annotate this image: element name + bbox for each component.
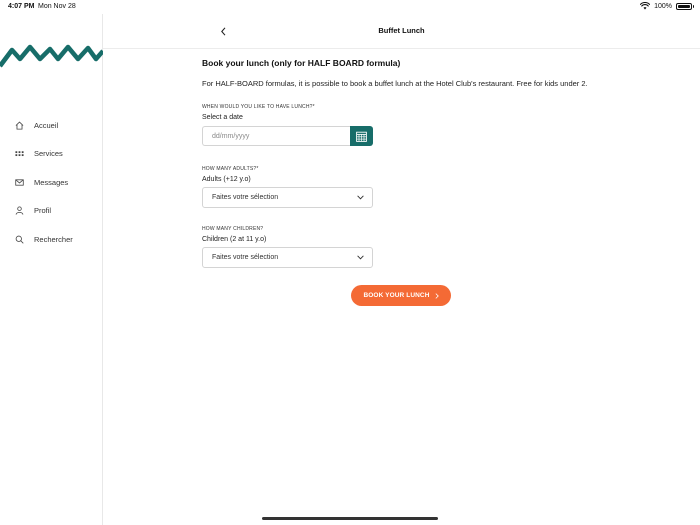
chevron-down-icon: [357, 255, 364, 260]
book-lunch-label: BOOK YOUR LUNCH: [363, 292, 430, 299]
sidebar-item-accueil[interactable]: [0, 111, 103, 140]
sidebar-item-services[interactable]: [0, 140, 103, 169]
sidebar-item-rechercher[interactable]: [0, 225, 103, 254]
sidebar-nav: [0, 111, 103, 254]
home-indicator[interactable]: [262, 517, 438, 520]
children-select[interactable]: [202, 247, 373, 268]
form-heading: Book your lunch (only for HALF BOARD formula): [202, 58, 401, 68]
children-select-value: Faites votre sélection: [212, 254, 279, 261]
date-question-sub: Select a date: [202, 114, 243, 121]
date-question-group: [202, 104, 315, 121]
wifi-icon: [640, 2, 650, 10]
chevron-down-icon: [357, 195, 364, 200]
mmv-logo: [0, 42, 103, 68]
status-time: 4:07 PM: [8, 3, 35, 10]
sidebar-item-label: Services: [34, 149, 63, 159]
children-question-group: [202, 226, 266, 243]
calendar-button[interactable]: [350, 126, 373, 146]
chevron-right-icon: [435, 293, 439, 299]
sidebar-item-profil[interactable]: [0, 197, 103, 226]
book-lunch-button[interactable]: [351, 285, 451, 306]
date-picker: [202, 126, 373, 146]
sidebar: [0, 14, 103, 525]
search-icon: [14, 234, 24, 244]
page-title: Buffet Lunch: [378, 26, 425, 35]
mail-icon: [14, 177, 24, 187]
form-intro: For HALF-BOARD formulas, it is possible to book a buffet lunch at the Hotel Club's restaurant. Free for kids under 2.: [202, 79, 588, 88]
date-question-label: WHEN WOULD YOU LIKE TO HAVE LUNCH?*: [202, 104, 315, 110]
adults-select[interactable]: [202, 187, 373, 208]
sidebar-item-label: Rechercher: [34, 234, 73, 244]
sidebar-item-label: Accueil: [34, 120, 59, 130]
date-input[interactable]: dd/mm/yyyy: [202, 126, 350, 146]
user-icon: [14, 206, 24, 216]
children-question-label: HOW MANY CHILDREN?: [202, 226, 264, 232]
sidebar-item-label: Profil: [34, 206, 52, 216]
sidebar-item-messages[interactable]: [0, 168, 103, 197]
children-question-sub: Children (2 at 11 y.o): [202, 236, 267, 243]
calendar-icon: [356, 131, 367, 142]
grid-icon: [14, 149, 24, 159]
page-header: [103, 14, 700, 49]
status-right: [640, 2, 692, 10]
adults-select-value: Faites votre sélection: [212, 194, 279, 201]
status-bar: [0, 0, 700, 14]
adults-question-label: HOW MANY ADULTS?*: [202, 166, 259, 172]
adults-question-sub: Adults (+12 y.o): [202, 176, 251, 183]
status-date: Mon Nov 28: [38, 3, 76, 10]
sidebar-item-label: Messages: [34, 177, 69, 187]
battery-percent: 100%: [654, 2, 672, 10]
booking-form: [202, 58, 682, 299]
adults-question-group: [202, 166, 259, 183]
home-icon: [14, 120, 24, 130]
battery-icon: [676, 3, 692, 10]
